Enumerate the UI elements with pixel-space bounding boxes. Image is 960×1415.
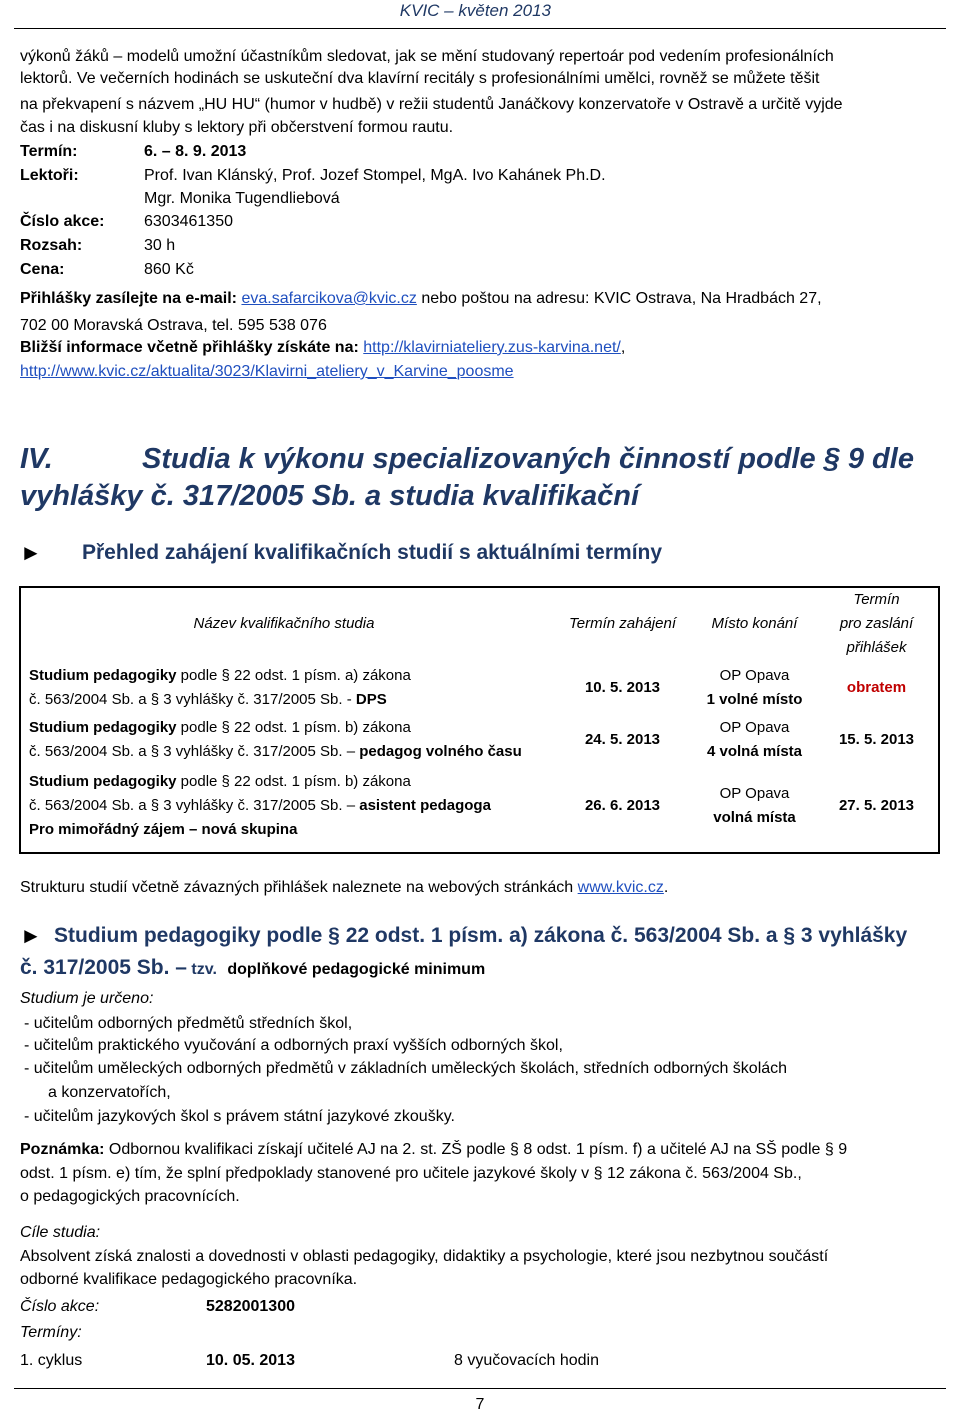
note-line: o pedagogických pracovnících. [20,1188,240,1205]
ped-action-value: 5282001300 [206,1298,295,1315]
scope-label: Rozsah: [20,237,83,254]
section-title-line: vyhlášky č. 317/2005 Sb. a studia kvalifikační [20,480,640,512]
place-name: OP Opava [719,785,790,802]
goals-line: odborné kvalifikace pedagogického pracovníka. [20,1271,358,1288]
arrow-bullet-icon: ► [20,923,42,948]
col-header-deadline [813,586,940,662]
address-line: 702 00 Moravská Ostrava, tel. 595 538 076 [20,317,327,334]
ped-action-label: Číslo akce: [20,1298,100,1315]
course-name-text: č. 563/2004 Sb. a § 3 vyhlášky č. 317/2005 Sb. - [29,691,356,708]
table-row [19,714,940,766]
price-label: Cena: [20,261,65,278]
ped-heading-text: č. 317/2005 Sb. – [20,956,187,979]
course-name-text: podle § 22 odst. 1 písm. b) zákona [176,773,411,790]
cycle-label: 1. cyklus [20,1352,83,1369]
course-name-line [29,688,539,712]
place-capacity: 4 volná místa [706,743,803,760]
kvic-article-link[interactable]: http://www.kvic.cz/aktualita/3023/Klavirni_ateliery_v_Karvine_poosme [20,363,514,380]
term-value: 6. – 8. 9. 2013 [144,143,247,160]
overview-subheading: Přehled zahájení kvalifikačních studií s aktuálními termíny [82,541,663,564]
course-type: DPS [355,691,387,708]
ped-heading-tzv: tzv. [191,961,217,978]
note-text: Odbornou kvalifikaci získají učitelé AJ na 2. st. ZŠ podle § 8 odst. 1 písm. f) a učitelé AJ na SŠ podle § 9 [108,1141,848,1158]
more-link[interactable]: http://klavirniateliery.zus-karvina.net/ [363,339,621,356]
deadline-cell: 27. 5. 2013 [838,797,915,814]
lecturers-line: Prof. Ivan Klánský, Prof. Jozef Stompel, MgA. Ivo Kahánek Ph.D. [144,167,606,184]
arrow-bullet-icon: ► [20,540,42,565]
for-label: Studium je určeno: [20,990,154,1007]
courses-table [19,586,940,846]
note-label: Poznámka: [20,1141,105,1158]
course-name-line [29,716,539,740]
for-item: - učitelům odborných předmětů středních škol, [24,1015,353,1032]
course-type: pedagog volného času [359,743,522,760]
deadline-header-line: pro zaslání [839,615,914,632]
section-numeral: IV. [20,443,53,475]
intro-line: výkonů žáků – modelů umožní účastníkům sledovat, jak se mění studovaný repertoár pod vedením profesionálních [20,48,834,65]
apply-line [20,288,822,310]
terms-label: Termíny: [20,1324,82,1341]
action-label: Číslo akce: [20,213,105,230]
course-name-line [29,664,539,688]
place-cell [696,766,813,846]
for-item: - učitelům uměleckých odborných předmětů v základních uměleckých školách, středních odborných školách [24,1060,788,1077]
cycle-date: 10. 05. 2013 [206,1352,295,1369]
ped-heading-line2 [20,956,485,980]
ped-heading-line: Studium pedagogiky podle § 22 odst. 1 písm. a) zákona č. 563/2004 Sb. a § 3 vyhlášky [54,924,908,947]
action-value: 6303461350 [144,213,233,230]
structure-note-text: Strukturu studií včetně závazných přihlášek naleznete na webových stránkách [20,879,574,896]
course-name-line [29,794,539,818]
apply-rest: nebo poštou na adresu: KVIC Ostrava, Na Hradbách 27, [421,290,822,307]
deadline-header-line: Termín [853,591,900,608]
place-cell [696,714,813,766]
intro-line: čas i na diskusní kluby s lektory při občerstvení formou rautu. [20,119,454,136]
header-rule [14,28,946,29]
ped-heading-suffix: doplňkové pedagogické minimum [227,961,486,978]
more-label: Bližší informace včetně přihlášky získáte na: [20,339,359,356]
start-date-cell: 26. 6. 2013 [584,797,661,814]
course-name-text: podle § 22 odst. 1 písm. a) zákona [176,667,411,684]
course-name-text: podle § 22 odst. 1 písm. b) zákona [176,719,411,736]
lecturers-line: Mgr. Monika Tugendliebová [144,190,340,207]
place-capacity: volná místa [713,809,796,826]
course-name-bold: Studium pedagogiky [29,667,177,684]
course-name-line [29,770,539,794]
goals-line: Absolvent získá znalosti a dovednosti v oblasti pedagogiky, didaktiky a psychologie, které jsou nezbytnou součástí [20,1248,829,1265]
course-name-text: č. 563/2004 Sb. a § 3 vyhlášky č. 317/2005 Sb. – [29,743,360,760]
section-title-line: Studia k výkonu specializovaných činností podle § 9 dle [142,443,914,475]
apply-email-link[interactable]: eva.safarcikova@kvic.cz [241,290,417,307]
deadline-cell: 15. 5. 2013 [838,731,915,748]
goals-label: Cíle studia: [20,1224,101,1241]
course-name-cell [19,766,549,846]
kvic-link[interactable]: www.kvic.cz [577,879,664,896]
place-capacity: 1 volné místo [706,691,803,708]
course-name-bold: Studium pedagogiky [29,773,177,790]
table-row [19,662,940,714]
place-name: OP Opava [719,719,790,736]
table-row [19,766,940,846]
running-header: KVIC – květen 2013 [399,1,551,20]
course-name-line [29,740,539,764]
for-item: - učitelům jazykových škol s právem státní jazykové zkoušky. [24,1108,455,1125]
start-date-cell: 24. 5. 2013 [584,731,661,748]
place-cell [696,662,813,714]
col-header-place: Místo konání [711,615,798,632]
course-type: asistent pedagoga [359,797,491,814]
structure-note [20,877,668,899]
course-name-bold: Studium pedagogiky [29,719,177,736]
deadline-cell: obratem [846,679,907,696]
course-extra-note: Pro mimořádný zájem – nová skupina [29,821,298,838]
term-label: Termín: [20,143,78,160]
more-line [20,337,625,359]
table-header-row [19,586,940,662]
course-name-text: č. 563/2004 Sb. a § 3 vyhlášky č. 317/2005 Sb. – [29,797,360,814]
place-name: OP Opava [719,667,790,684]
for-item: a konzervatořích, [48,1084,171,1101]
intro-line: na překvapení s názvem „HU HU“ (humor v hudbě) v režii studentů Janáčkovy konzervatoře v Ostravě a určitě vyjde [20,96,843,113]
note-line [20,1139,847,1161]
course-name-cell [19,662,549,714]
price-value: 860 Kč [144,261,194,278]
intro-line: lektorů. Ve večerních hodinách se uskuteční dva klavírní recitály s profesionálními umělci, rovněž se můžete těšit [20,70,820,87]
apply-label: Přihlášky zasílejte na e-mail: [20,290,237,307]
col-header-name: Název kvalifikačního studia [193,615,375,632]
start-date-cell: 10. 5. 2013 [584,679,661,696]
more-link-line [20,361,514,383]
lecturers-label: Lektoři: [20,167,79,184]
cycle-hours: 8 vyučovacích hodin [454,1352,599,1369]
deadline-header-line: přihlášek [846,639,907,656]
comma: , [620,339,626,356]
for-item: - učitelům praktického vyučování a odborných praxí vyšších odborných škol, [24,1037,563,1054]
note-line: odst. 1 písm. e) tím, že splní předpoklady stanovené pro učitele jazykové školy v § 12 zákona č. 563/2004 Sb., [20,1165,802,1182]
col-header-start: Termín zahájení [568,615,676,632]
page-number: 7 [475,1396,485,1413]
course-name-cell [19,714,549,766]
structure-note-tail: . [663,879,669,896]
footer-rule [14,1388,946,1389]
scope-value: 30 h [144,237,176,254]
